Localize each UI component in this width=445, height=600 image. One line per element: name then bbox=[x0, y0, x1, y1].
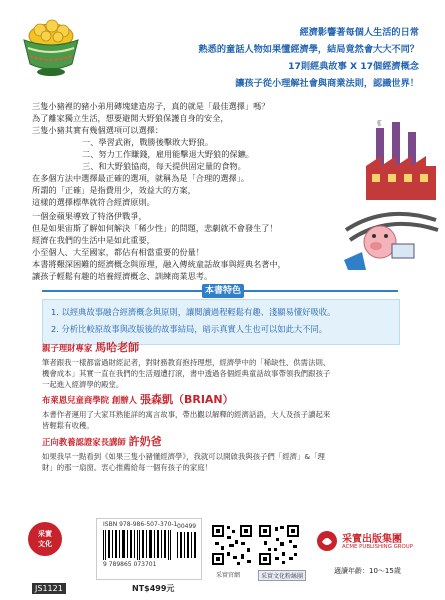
publisher-name-en: ACME PUBLISHING GROUP bbox=[342, 544, 413, 550]
qr-code-icon bbox=[258, 524, 300, 566]
body-line: 二、努力工作賺錢，雇用能擊退大野狼的保鑣。 bbox=[82, 149, 254, 159]
recommender-3-role: 正向教養認證家長講師 bbox=[42, 437, 126, 447]
body-line: 為了離家獨立生活，想要避開大野狼保護自身的安全， bbox=[32, 113, 229, 123]
price-code-text: 00499 bbox=[177, 523, 197, 530]
body-line: 這樣的選擇標準就符合經濟原則。 bbox=[32, 197, 155, 207]
qr-label-fan-page: 采實文化粉絲團 bbox=[258, 570, 306, 581]
body-line: 但是如果宙斯了解如何解決「稀少性」的問題，悲劇就不會發生了！ bbox=[32, 223, 278, 233]
coin-bowl-illustration bbox=[16, 14, 86, 86]
price-barcode-icon bbox=[177, 532, 197, 558]
feature-item-2: 2. 分析比較原故事與改版後的故事結局，暗示真實人生也可以如此大不同。 bbox=[51, 324, 328, 334]
logo-bottom-text: 文化 bbox=[38, 540, 52, 548]
qr-label-official-site: 采實官網 bbox=[216, 572, 241, 579]
recommender-1-title bbox=[42, 342, 139, 354]
publisher-name-cn: 采實出版集團 bbox=[342, 534, 402, 545]
header-line-3: 17則經典故事 X 17個經濟概念 bbox=[288, 61, 419, 72]
body-line: 經濟在我們的生活中是如此重要， bbox=[32, 235, 155, 245]
factory-pig-illustration bbox=[336, 120, 440, 272]
body-line: 本書將艱深困難的經濟概念與原理，融入傳統童話故事與經典名著中， bbox=[32, 259, 286, 269]
body-line: 所謂的「正確」是指費用少，效益大的方案， bbox=[32, 185, 196, 195]
caishi-culture-logo bbox=[28, 522, 62, 556]
qr-code-icon bbox=[211, 524, 253, 566]
logo-top-text: 采實 bbox=[38, 530, 52, 538]
recommender-1-line: 筆者跟我一樣都當過財經記者，對財務教育抱持理想，經濟學中的「稀缺性、供需法則、 bbox=[42, 358, 331, 367]
qr-code-fan-page[interactable] bbox=[258, 524, 300, 566]
body-line: 一、學習武術，戰勝後擊敗大野狼。 bbox=[82, 137, 214, 147]
body-line: 三隻小豬其實有幾個選項可以選擇： bbox=[32, 125, 164, 135]
recommender-3-line: 財」的那一扇窗。衷心推薦給每一個有孩子的家庭！ bbox=[42, 463, 212, 472]
publisher-group-logo bbox=[316, 528, 428, 558]
barcode-number-text: 9 789865 073701 bbox=[103, 561, 157, 568]
body-line: 三、和大野狼協商，每天提供固定量的食物。 bbox=[82, 161, 246, 171]
recommender-3-name: 許奶爸 bbox=[128, 435, 162, 448]
body-line: 讓孩子輕鬆有趣的培養經濟概念、訓練商業思考。 bbox=[32, 271, 213, 281]
price-tag: NT$499元 bbox=[132, 584, 175, 593]
isbn-text: ISBN 978-986-507-370-1 bbox=[103, 521, 178, 528]
header-line-2: 熟悉的童話人物如果懂經濟學，結局竟然會大大不同？ bbox=[198, 44, 419, 55]
body-line: 一個金蘋果導致了特洛伊戰爭， bbox=[32, 211, 147, 221]
feature-item-1: 1. 以經典故事融合經濟概念與原則，讓閱讀過程輕鬆有趣、淺顯易懂好吸收。 bbox=[51, 307, 336, 317]
recommender-3-title bbox=[42, 436, 162, 448]
features-box bbox=[42, 299, 400, 345]
publisher-logo-icon bbox=[316, 530, 338, 552]
header-line-1: 經濟影響著每個人生活的日常 bbox=[299, 27, 419, 38]
body-line: 三隻小豬裡的豬小弟用磚塊建造房子，真的就是「最佳選擇」嗎？ bbox=[32, 101, 270, 111]
recommender-2-title bbox=[42, 394, 234, 406]
recommender-2-line: 本書作者運用了大家耳熟能詳的寓言故事，帶出觀以解釋的經濟話語，大人及孩子讀起來 bbox=[42, 410, 331, 419]
recommender-3-line: 如果我早一點看到《如果三隻小豬懂經濟學》，我就可以開啟我與孩子們「經濟」&「理 bbox=[42, 452, 325, 461]
features-title: 本書特色 bbox=[202, 284, 244, 298]
body-line: 在多個方法中選擇最正確的選項，就稱為是「合理的選擇」。 bbox=[32, 173, 249, 183]
qr-code-official-site[interactable] bbox=[211, 524, 253, 566]
catalog-number: JS1121 bbox=[32, 583, 66, 594]
header-line-4: 讓孩子從小理解社會與商業法則，認識世界！ bbox=[235, 78, 419, 89]
recommender-2-name: 張森凱（BRIAN） bbox=[139, 393, 234, 406]
barcode-icon bbox=[103, 530, 173, 560]
recommender-1-name: 馬哈老師 bbox=[95, 341, 140, 354]
body-line: 小至個人、大至國家，都佔有相當重要的份量！ bbox=[32, 247, 204, 257]
recommender-1-line: 機會成本」其實一直在我們的生活週遭打滾，書中透過各個經典童話故事帶領我們跟孩子 bbox=[42, 369, 331, 378]
barcode-block bbox=[96, 518, 202, 580]
reading-age: 適讀年齡：10～15歲 bbox=[334, 567, 401, 575]
recommender-1-role: 親子理財專家 bbox=[42, 343, 93, 353]
recommender-1-line: 一起進入經濟學的殿堂。 bbox=[42, 380, 124, 389]
recommender-2-line: 皆輕鬆有收穫。 bbox=[42, 421, 94, 430]
recommender-2-role: 布萊恩兒童商學院 創辦人 bbox=[42, 395, 138, 405]
